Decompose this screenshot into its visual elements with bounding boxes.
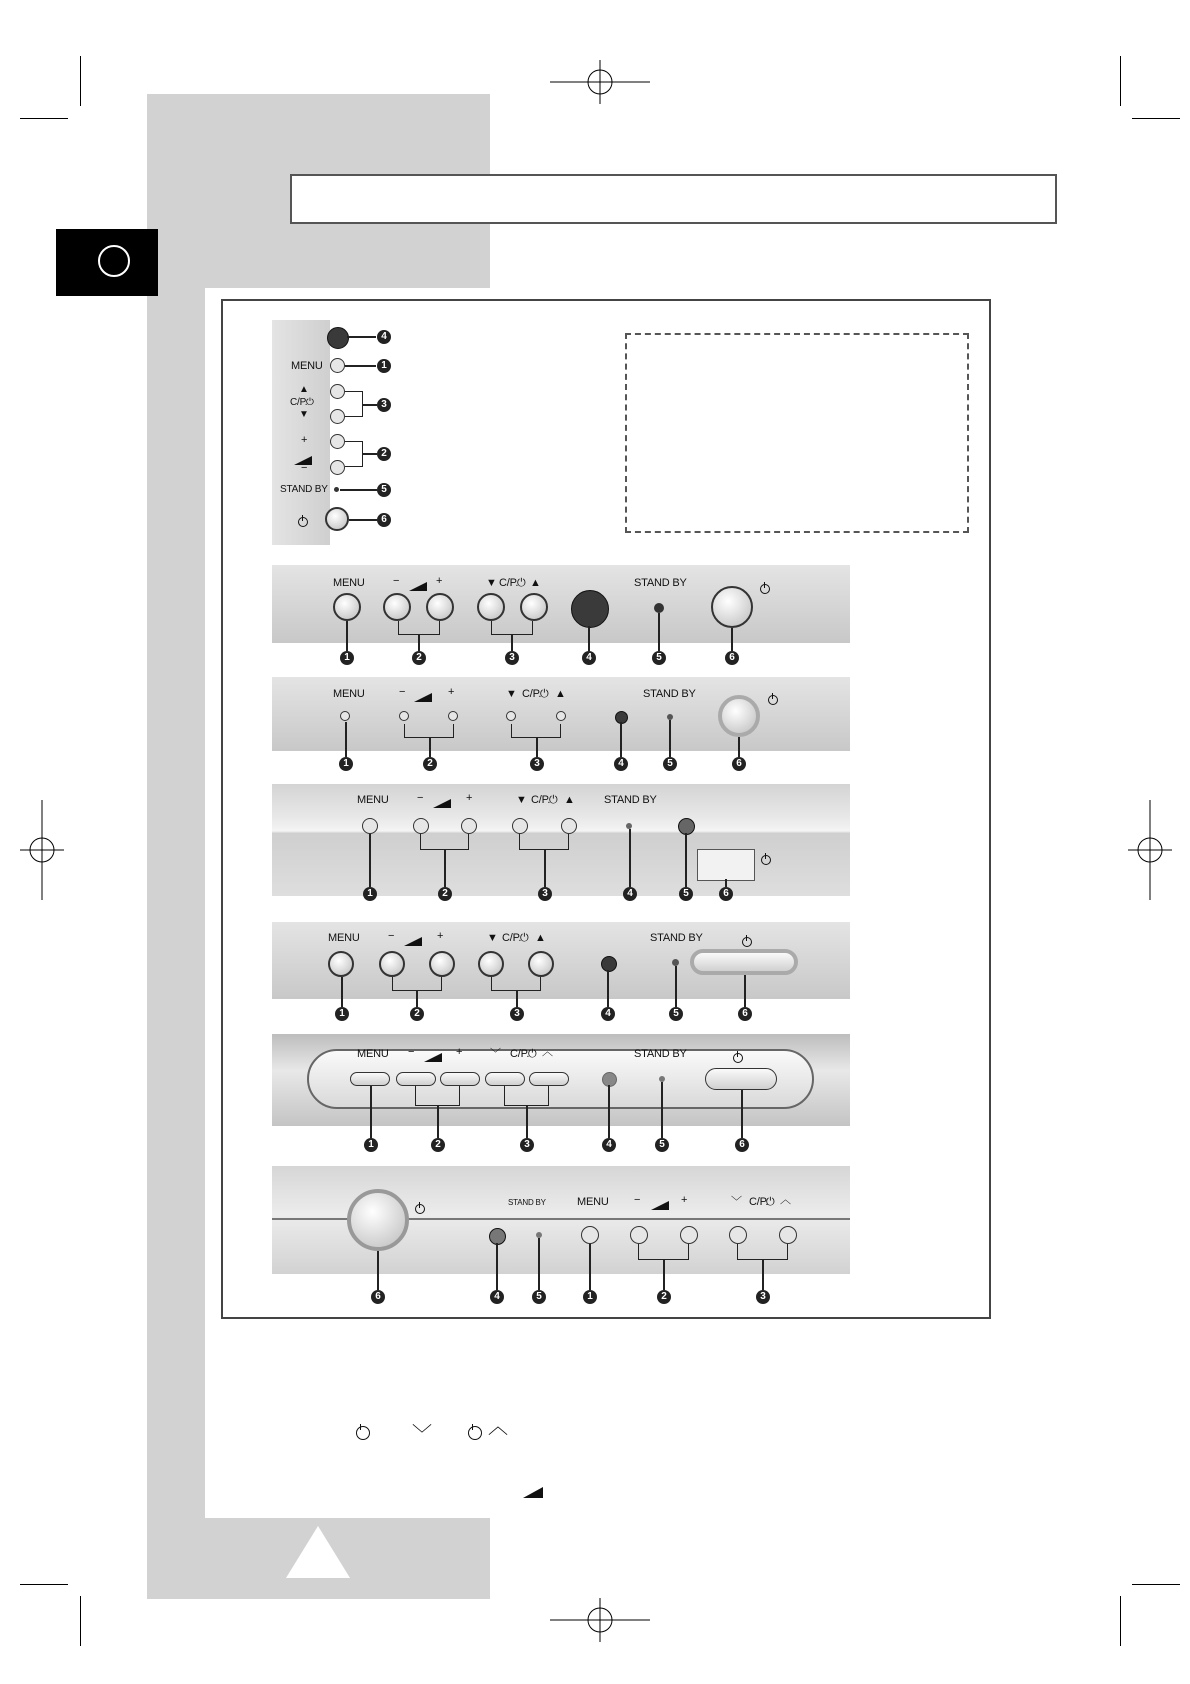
callout-6: 6 [738, 1007, 752, 1021]
leader-line [347, 336, 376, 338]
crop-mark-icon [20, 118, 68, 119]
leader-line [731, 628, 733, 651]
cp-label: C/P. [510, 1048, 530, 1060]
menu-label: MENU [291, 360, 323, 372]
power-icon [768, 691, 778, 709]
leader-line [345, 722, 347, 757]
channel-up-button[interactable] [561, 818, 577, 834]
menu-button[interactable] [350, 1072, 390, 1086]
plus-label: + [437, 930, 444, 942]
power-icon [760, 580, 770, 598]
channel-down-button[interactable] [478, 951, 504, 977]
power-icon [356, 1424, 370, 1442]
callout-5: 5 [377, 483, 391, 497]
chevron-down-icon: ﹀ [731, 1196, 742, 1208]
leader-line [675, 966, 677, 1007]
channel-down-button[interactable] [512, 818, 528, 834]
callout-1: 1 [363, 887, 377, 901]
callout-2: 2 [377, 447, 391, 461]
callout-3: 3 [520, 1138, 534, 1152]
menu-label: MENU [333, 577, 365, 589]
power-glyph: ⏻ [528, 1048, 537, 1060]
leader-line [741, 1090, 743, 1138]
crop-mark-icon [1132, 118, 1180, 119]
standby-label: STAND BY [634, 577, 687, 589]
leader-line [516, 991, 518, 1007]
minus-label: − [417, 792, 424, 804]
power-glyph: ⏻ [520, 932, 529, 944]
menu-button[interactable] [581, 1226, 599, 1244]
leader-line [363, 404, 377, 406]
power-button[interactable] [697, 849, 755, 881]
bracket [519, 834, 569, 850]
power-glyph: ⏻ [306, 397, 314, 408]
menu-label: MENU [328, 932, 360, 944]
channel-up-button[interactable] [529, 1072, 569, 1086]
volume-down-button[interactable] [379, 951, 405, 977]
power-icon [733, 1049, 743, 1067]
up-arrow-icon: ▲ [299, 384, 309, 395]
cp-label: C/P. [531, 794, 551, 806]
leader-line [544, 850, 546, 887]
power-icon [298, 513, 308, 531]
volume-down-button[interactable] [399, 711, 409, 721]
leader-line [744, 975, 746, 1007]
channel-up-button[interactable] [556, 711, 566, 721]
leader-line [629, 829, 631, 887]
callout-4: 4 [582, 651, 596, 665]
note-box [625, 333, 969, 533]
channel-up-button[interactable] [779, 1226, 797, 1244]
callout-3: 3 [505, 651, 519, 665]
down-arrow-icon: ▼ [516, 794, 527, 806]
remote-sensor [678, 818, 695, 835]
standby-label: STAND BY [604, 794, 657, 806]
leader-line [369, 834, 371, 887]
crop-mark-icon [80, 56, 81, 106]
leader-line [370, 1086, 372, 1138]
leader-line [341, 977, 343, 1007]
menu-label: MENU [357, 1048, 389, 1060]
chevron-up-icon: ︿ [488, 1416, 508, 1438]
channel-up-button[interactable] [330, 384, 345, 399]
chevron-down-icon: ﹀ [412, 1424, 432, 1446]
plus-label: + [466, 792, 473, 804]
menu-button[interactable] [340, 711, 350, 721]
leader-line [588, 626, 590, 651]
bracket [392, 977, 442, 991]
leader-line [536, 738, 538, 757]
leader-line [340, 489, 377, 491]
volume-icon [409, 578, 427, 596]
remote-sensor [601, 956, 617, 972]
bracket [638, 1244, 689, 1260]
callout-2: 2 [431, 1138, 445, 1152]
standby-led [672, 959, 679, 966]
power-icon [415, 1200, 425, 1218]
callout-4: 4 [377, 330, 391, 344]
volume-icon [414, 689, 432, 707]
chevron-up-icon: ︿ [780, 1194, 791, 1206]
up-arrow-icon: ▲ [530, 577, 541, 589]
callout-5: 5 [652, 651, 666, 665]
standby-led [654, 603, 664, 613]
callout-4: 4 [623, 887, 637, 901]
power-button[interactable] [718, 695, 760, 737]
chevron-down-icon: ﹀ [490, 1048, 501, 1060]
cp-label: C/P. [749, 1196, 769, 1208]
cp-label: C/P. [502, 932, 522, 944]
leader-line [511, 635, 513, 651]
callout-2: 2 [423, 757, 437, 771]
callout-3: 3 [530, 757, 544, 771]
volume-icon [523, 1484, 543, 1502]
bracket [491, 977, 541, 991]
registration-mark-icon [550, 60, 650, 104]
bracket [737, 1244, 788, 1260]
language-circle-icon [98, 245, 130, 277]
callout-1: 1 [339, 757, 353, 771]
leader-line [429, 738, 431, 757]
leader-line [685, 833, 687, 887]
remote-sensor [602, 1072, 617, 1087]
up-arrow-icon: ▲ [555, 688, 566, 700]
channel-down-button[interactable] [330, 409, 345, 424]
menu-label: MENU [333, 688, 365, 700]
menu-button[interactable] [362, 818, 378, 834]
cp-label: C/P. [290, 397, 308, 408]
standby-label: STAND BY [643, 688, 696, 700]
callout-6: 6 [732, 757, 746, 771]
leader-line [608, 1085, 610, 1138]
callout-4: 4 [614, 757, 628, 771]
callout-5: 5 [679, 887, 693, 901]
leader-line [663, 1260, 665, 1290]
volume-down-button[interactable] [630, 1226, 648, 1244]
channel-up-button[interactable] [520, 593, 548, 621]
leader-line [620, 722, 622, 757]
leader-line [738, 737, 740, 757]
standby-label: STAND BY [650, 932, 703, 944]
registration-mark-icon [20, 800, 64, 900]
callout-6: 6 [735, 1138, 749, 1152]
leader-line [346, 621, 348, 651]
volume-up-button[interactable] [440, 1072, 480, 1086]
up-arrow-icon: ▲ [535, 932, 546, 944]
crop-mark-icon [1120, 1596, 1121, 1646]
cp-label: C/P. [499, 577, 519, 589]
leader-line [345, 365, 376, 367]
volume-up-button[interactable] [426, 593, 454, 621]
callout-5: 5 [669, 1007, 683, 1021]
bracket [511, 724, 561, 738]
leader-line [444, 850, 446, 887]
leader-line [658, 613, 660, 651]
crop-mark-icon [1120, 56, 1121, 106]
menu-label: MENU [577, 1196, 609, 1208]
power-button[interactable] [705, 1068, 777, 1090]
menu-button[interactable] [330, 358, 345, 373]
plus-label: + [436, 575, 443, 587]
crop-mark-icon [20, 1584, 68, 1585]
plus-label: + [456, 1046, 463, 1058]
minus-label: − [393, 575, 400, 587]
registration-mark-icon [550, 1598, 650, 1642]
power-button[interactable] [347, 1189, 409, 1251]
volume-up-button[interactable] [448, 711, 458, 721]
callout-1: 1 [335, 1007, 349, 1021]
callout-1: 1 [340, 651, 354, 665]
plus-label: + [681, 1194, 688, 1206]
minus-label: − [388, 930, 395, 942]
leader-line [589, 1244, 591, 1290]
callout-1: 1 [583, 1290, 597, 1304]
channel-down-button[interactable] [485, 1072, 525, 1086]
crop-mark-icon [80, 1596, 81, 1646]
leader-line [762, 1260, 764, 1290]
volume-icon [651, 1197, 669, 1215]
leader-line [607, 970, 609, 1007]
channel-down-button[interactable] [477, 593, 505, 621]
callout-6: 6 [719, 887, 733, 901]
bracket [504, 1086, 549, 1106]
bracket [415, 1086, 460, 1106]
leader-line [669, 720, 671, 757]
power-icon [468, 1424, 482, 1442]
callout-2: 2 [410, 1007, 424, 1021]
callout-3: 3 [538, 887, 552, 901]
power-glyph: ⏻ [540, 688, 549, 700]
callout-6: 6 [371, 1290, 385, 1304]
bracket [345, 441, 363, 467]
callout-3: 3 [377, 398, 391, 412]
plus-label: + [448, 686, 455, 698]
remote-sensor [327, 327, 349, 349]
language-tab [56, 229, 158, 296]
minus-label: − [399, 686, 406, 698]
volume-up-button[interactable] [680, 1226, 698, 1244]
channel-down-button[interactable] [506, 711, 516, 721]
leader-line [661, 1082, 663, 1138]
remote-sensor [489, 1228, 506, 1245]
volume-icon [433, 795, 451, 813]
up-arrow-icon: ▲ [564, 794, 575, 806]
down-arrow-icon: ▼ [487, 932, 498, 944]
menu-button[interactable] [328, 951, 354, 977]
chevron-up-icon: ︿ [542, 1046, 553, 1058]
bracket [420, 834, 469, 850]
leader-line [725, 879, 727, 887]
power-glyph: ⏻ [766, 1196, 775, 1208]
registration-mark-icon [1128, 800, 1172, 900]
power-glyph: ⏻ [517, 577, 526, 589]
leader-line [418, 635, 420, 651]
leader-line [526, 1106, 528, 1138]
callout-3: 3 [510, 1007, 524, 1021]
callout-6: 6 [377, 513, 391, 527]
callout-1: 1 [364, 1138, 378, 1152]
remote-sensor [571, 590, 609, 628]
callout-6: 6 [725, 651, 739, 665]
leader-line [496, 1243, 498, 1290]
power-button[interactable] [711, 586, 753, 628]
callout-1: 1 [377, 359, 391, 373]
volume-icon [424, 1049, 442, 1067]
leader-line [377, 1251, 379, 1290]
volume-down-button[interactable] [330, 460, 345, 475]
minus-label: − [408, 1046, 415, 1058]
channel-up-button[interactable] [528, 951, 554, 977]
callout-5: 5 [532, 1290, 546, 1304]
callout-2: 2 [412, 651, 426, 665]
volume-down-button[interactable] [396, 1072, 436, 1086]
callout-2: 2 [438, 887, 452, 901]
channel-down-button[interactable] [729, 1226, 747, 1244]
power-icon [761, 851, 771, 869]
power-glyph: ⏻ [549, 794, 558, 806]
standby-led [334, 487, 339, 492]
callout-5: 5 [663, 757, 677, 771]
crop-mark-icon [1132, 1584, 1180, 1585]
callout-4: 4 [490, 1290, 504, 1304]
down-arrow-icon: ▼ [486, 577, 497, 589]
callout-4: 4 [602, 1138, 616, 1152]
leader-line [363, 453, 377, 455]
leader-line [349, 519, 377, 521]
volume-down-button[interactable] [383, 593, 411, 621]
power-button[interactable] [690, 949, 798, 975]
bracket [398, 621, 440, 635]
leader-line [437, 1106, 439, 1138]
volume-up-button[interactable] [330, 434, 345, 449]
leader-line [538, 1238, 540, 1290]
volume-up-button[interactable] [429, 951, 455, 977]
standby-label: STAND BY [280, 484, 328, 495]
bracket [491, 621, 533, 635]
triangle-icon [286, 1526, 350, 1578]
plus-label: + [301, 434, 308, 446]
vertical-control-panel [272, 320, 330, 545]
menu-button[interactable] [333, 593, 361, 621]
leader-line [416, 991, 418, 1007]
bracket [404, 724, 454, 738]
callout-3: 3 [756, 1290, 770, 1304]
volume-up-button[interactable] [461, 818, 477, 834]
bracket [345, 391, 363, 417]
callout-5: 5 [655, 1138, 669, 1152]
cp-label: C/P. [522, 688, 542, 700]
standby-label: STAND BY [508, 1198, 546, 1207]
minus-label: − [634, 1194, 641, 1206]
volume-icon [404, 933, 422, 951]
callout-4: 4 [601, 1007, 615, 1021]
callout-2: 2 [657, 1290, 671, 1304]
down-arrow-icon: ▼ [506, 688, 517, 700]
volume-down-button[interactable] [413, 818, 429, 834]
title-box [290, 174, 1057, 224]
minus-label: − [301, 462, 308, 474]
standby-label: STAND BY [634, 1048, 687, 1060]
remote-sensor [615, 711, 628, 724]
menu-label: MENU [357, 794, 389, 806]
down-arrow-icon: ▼ [299, 409, 309, 420]
power-button[interactable] [325, 507, 349, 531]
